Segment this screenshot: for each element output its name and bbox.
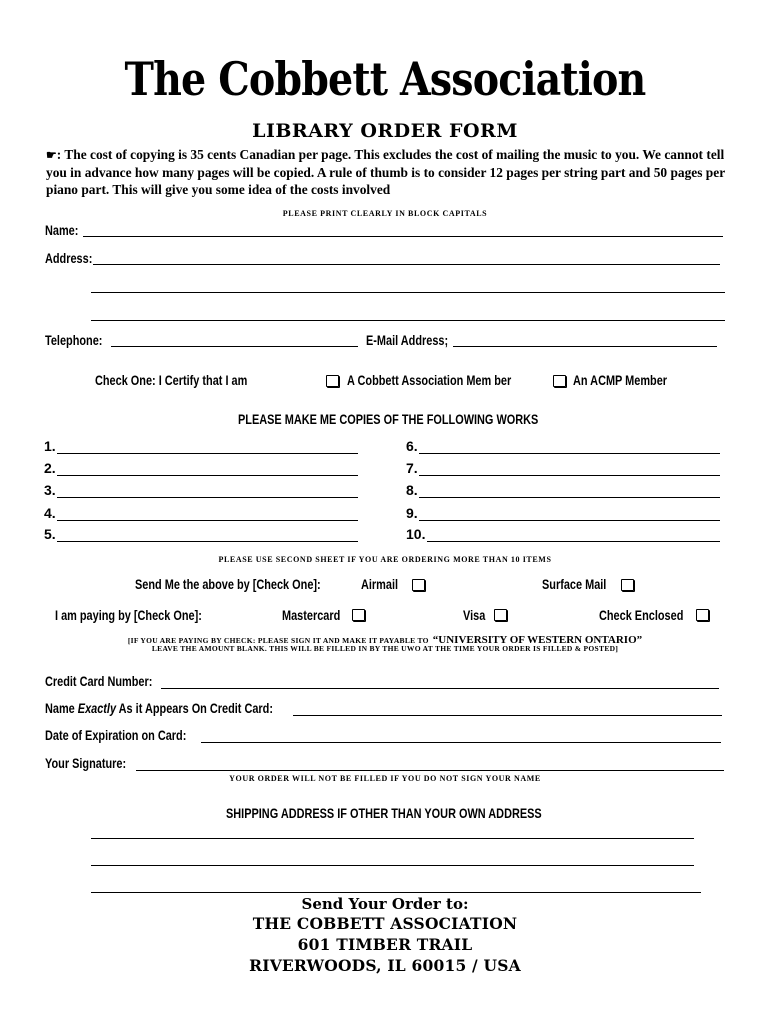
payment-note-line1: [IF YOU ARE PAYING BY CHECK: PLEASE SIGN IT AND MAKE IT PAYABLE TO “UNIVERSITY OF WESTERN ONTARIO” — [127, 634, 643, 646]
surface-mail-label: Surface Mail — [542, 576, 607, 592]
check-enclosed-checkbox[interactable] — [696, 607, 709, 625]
work-field-2[interactable] — [57, 475, 358, 476]
card-number-field[interactable] — [161, 688, 719, 689]
signature-field[interactable] — [136, 770, 724, 771]
work-number-1: 1. — [44, 438, 56, 454]
work-field-5[interactable] — [57, 541, 358, 542]
work-field-8[interactable] — [419, 497, 720, 498]
work-number-10: 10. — [406, 526, 426, 542]
cobbett-member-label: A Cobbett Association Mem ber — [347, 372, 512, 388]
cobbett-member-checkbox[interactable] — [326, 373, 339, 391]
check-enclosed-label: Check Enclosed — [599, 607, 684, 623]
card-name-field[interactable] — [293, 715, 722, 716]
signature-note: YOUR ORDER WILL NOT BE FILLED IF YOU DO NOT SIGN YOUR NAME — [229, 774, 541, 783]
certify-label: Check One: I Certify that I am — [95, 372, 248, 388]
name-field[interactable] — [83, 236, 723, 237]
surface-mail-checkbox[interactable] — [621, 577, 634, 595]
city-address: RIVERWOODS, IL 60015 / USA — [249, 956, 521, 975]
work-number-4: 4. — [44, 505, 56, 521]
cost-notice — [46, 146, 726, 198]
mastercard-checkbox[interactable] — [352, 607, 365, 625]
expiry-field[interactable] — [201, 742, 721, 743]
street-address: 601 TIMBER TRAIL — [297, 935, 473, 954]
telephone-label: Telephone: — [45, 332, 103, 348]
airmail-label: Airmail — [361, 576, 399, 592]
work-field-3[interactable] — [57, 497, 358, 498]
signature-label: Your Signature: — [45, 755, 127, 771]
work-field-10[interactable] — [427, 541, 720, 542]
card-number-label: Credit Card Number: — [45, 673, 153, 689]
print-note: PLEASE PRINT CLEARLY IN BLOCK CAPITALS — [282, 209, 488, 218]
address-field-1[interactable] — [93, 264, 720, 265]
email-field[interactable] — [453, 346, 717, 347]
pointing-hand-icon: ☛ — [46, 148, 57, 162]
works-heading: PLEASE MAKE ME COPIES OF THE FOLLOWING WORKS — [238, 411, 539, 427]
visa-checkbox[interactable] — [494, 607, 507, 625]
form-subtitle: LIBRARY ORDER FORM — [252, 120, 518, 142]
shipping-method-label: Send Me the above by [Check One]: — [135, 576, 321, 592]
work-field-9[interactable] — [419, 520, 720, 521]
org-name: THE COBBETT ASSOCIATION — [252, 914, 518, 933]
page-title: The Cobbett Association — [124, 52, 646, 106]
work-number-6: 6. — [406, 438, 418, 454]
payment-note-line2: LEAVE THE AMOUNT BLANK. THIS WILL BE FILLED IN BY THE UWO AT THE TIME YOUR ORDER IS FILLED & POSTED] — [151, 644, 619, 653]
telephone-field[interactable] — [111, 346, 358, 347]
expiry-label: Date of Expiration on Card: — [45, 727, 187, 743]
work-field-4[interactable] — [57, 520, 358, 521]
cost-notice-text: : The cost of copying is 35 cents Canadian per page. This excludes the cost of mailing the music to you. We cannot tell you in advance how many pages will be copied. A rule of thumb is to consider 12 pages per string part and 50 pages per piano part. This will give you some idea of the costs involved — [46, 147, 725, 197]
airmail-checkbox[interactable] — [412, 577, 425, 595]
work-number-2: 2. — [44, 460, 56, 476]
works-note: PLEASE USE SECOND SHEET IF YOU ARE ORDERING MORE THAN 10 ITEMS — [218, 555, 552, 564]
mastercard-label: Mastercard — [282, 607, 341, 623]
work-number-3: 3. — [44, 482, 56, 498]
address-label: Address: — [45, 250, 93, 266]
address-field-3[interactable] — [91, 320, 725, 321]
send-order-heading: Send Your Order to: — [301, 895, 469, 913]
name-label: Name: — [45, 222, 79, 238]
address-field-2[interactable] — [91, 292, 725, 293]
shipping-address-field-1[interactable] — [91, 838, 694, 839]
email-label: E-Mail Address; — [366, 332, 449, 348]
acmp-member-checkbox[interactable] — [553, 373, 566, 391]
work-field-1[interactable] — [57, 453, 358, 454]
card-name-label: Name Exactly As it Appears On Credit Card: — [45, 700, 273, 716]
work-number-7: 7. — [406, 460, 418, 476]
shipping-address-field-3[interactable] — [91, 892, 701, 893]
shipping-address-heading: SHIPPING ADDRESS IF OTHER THAN YOUR OWN ADDRESS — [226, 805, 542, 821]
work-number-5: 5. — [44, 526, 56, 542]
payment-label: I am paying by [Check One]: — [55, 607, 202, 623]
acmp-member-label: An ACMP Member — [573, 372, 668, 388]
visa-label: Visa — [463, 607, 486, 623]
work-number-9: 9. — [406, 505, 418, 521]
work-field-7[interactable] — [419, 475, 720, 476]
work-field-6[interactable] — [419, 453, 720, 454]
work-number-8: 8. — [406, 482, 418, 498]
shipping-address-field-2[interactable] — [91, 865, 694, 866]
